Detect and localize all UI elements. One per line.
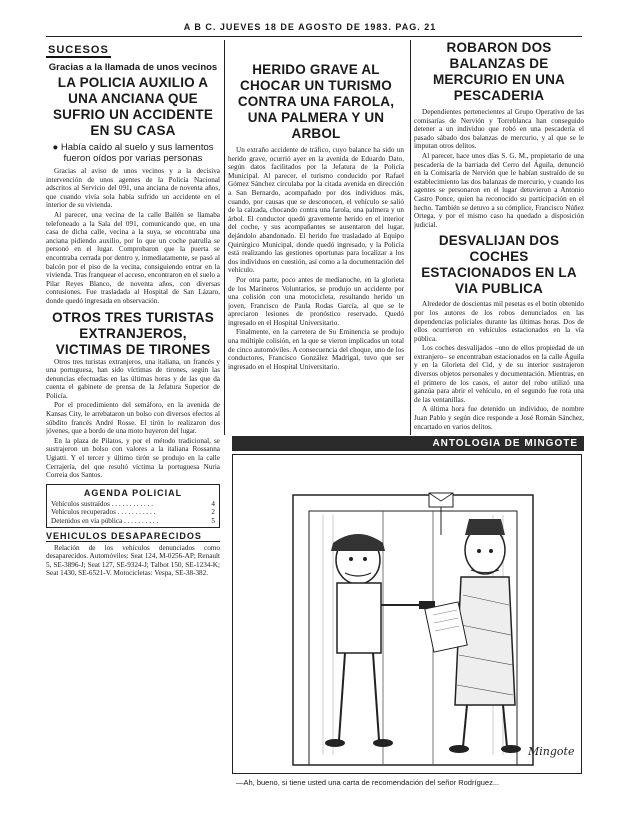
headline-herido: HERIDO GRAVE AL CHOCAR UN TURISMO CONTRA UNA FAROLA, UNA PALMERA Y UN ARBOL bbox=[237, 62, 395, 141]
agenda-row: Vehículos recuperados . . . . . . . . . . . 2 bbox=[51, 508, 215, 517]
article-paragraph: Por el procedimiento del semáforo, en la avenida de Kansas City, le arrebataron un bolso con diversos efectos al súbdito francés André Rosse. El tirón lo realizaron dos jóvenes, que a bordo de una moto huyeron del lugar. bbox=[46, 401, 220, 436]
headline-turistas: OTROS TRES TURISTAS EXTRANJEROS, VICTIMAS DE TIRONES bbox=[52, 309, 214, 357]
header-rule bbox=[46, 36, 582, 37]
headline-desvalijan: DESVALIJAN DOS COCHES ESTACIONADOS EN LA VIA PUBLICA bbox=[421, 233, 577, 297]
article-paragraph: Al parecer, una vecina de la calle Bailén se llamaba telefoneado a la Sala del 091, comunicando que, en una casa de dicha calle, vecina a la suya, se encontraba una anciana pidiendo auxilio, por lo que un coche patrulla se personó en el lugar. Comprobaron que la puerta se encontraba cerrada por dentro y, inmediatamente, se pasó al balcón por el piso de la vecina, consiguiendo entrar en la vivienda. Tras franquear el acceso, encontraron en el suelo a Pilar Reyes Blanco, de noventa años, con diversas contusiones. Fue trasladada al Hospital de San Lázaro, donde quedó ingresada en observación. bbox=[46, 210, 220, 305]
column-divider bbox=[410, 40, 411, 435]
headline-balanzas: ROBARON DOS BALANZAS DE MERCURIO EN UNA PESCADERIA bbox=[432, 40, 565, 103]
vehicles-title: VEHICULOS DESAPARECIDOS bbox=[46, 531, 220, 542]
artist-signature: Mingote bbox=[528, 745, 575, 758]
column-1 bbox=[46, 40, 220, 830]
article-paragraph: Alrededor de doscientas mil pesetas es el botín obtenido por los autores de los robos denunciados en las dependencias policiales durante las últimas horas. Dos de ellos ocurrieron en vehículos estacionados en la vía pública. bbox=[414, 300, 584, 343]
agenda-title: AGENDA POLICIAL bbox=[83, 487, 183, 498]
agenda-policial bbox=[46, 484, 220, 528]
headline-anciana: LA POLICIA AUXILIO A UNA ANCIANA QUE SUFRIO UN ACCIDENTE EN SU CASA bbox=[52, 75, 214, 138]
section-label: SUCESOS bbox=[48, 44, 109, 56]
article-paragraph: Otros tres turistas extranjeros, una italiana, un francés y una portuguesa, han sido víctimas de tirones, según las denuncias efectuadas en las últimas horas y de las que da cuenta el gabinete de prensa de la Jefatura Superior de Policía. bbox=[46, 357, 220, 400]
column-3 bbox=[414, 40, 584, 432]
page-header: A B C. JUEVES 18 DE AGOSTO DE 1983. PAG. 21 bbox=[183, 22, 437, 32]
kicker: Gracias a la llamada de unos vecinos bbox=[48, 62, 218, 73]
article-paragraph: Un extraño accidente de tráfico, cuyo balance ha sido un herido grave, ocurrió ayer en la avenida de Eduardo Dato, según datos facilitados por la Jefatura de la Policía Municipal. Al parecer, el turismo conducido por Rafael Gómez Sánchez circulaba por la citada avenida en dirección a San Bernardo, acompañado por dos individuos más, cuando, por causas que se desconocen, el vehículo se salió de la calzada, chocando contra una farola, una palmera y un árbol. El conductor quedó gravemente herido en el interior del coche, y sus acompañantes se ausentaron del lugar, dejándolo abandonado. El herido fue trasladado al Equipo Quirúrgico Municipal, donde quedó ingresado, y la Policía está realizando las gestiones oportunas para localizar a los dos individuos en cuestión, así como a la documentación del vehículo. bbox=[228, 146, 404, 275]
article-paragraph: Finalmente, en la carretera de Su Eminencia se produjo una múltiple colisión, en la que se vieron implicados un total de cinco automóviles. A consecuencia del choque, uno de los conductores, Francisco González Madrigal, tuvo que ser ingresado en el Hospital Universitario. bbox=[228, 328, 404, 371]
bullet-subhead: ● Había caído al suelo y sus lamentos fueron oídos por varias personas bbox=[52, 142, 214, 164]
article-paragraph: Al parecer, hace unos días S. G. M., propietario de una pescadería de la barriada del Cerro del Águila, denunció en la Comisaría de Nervión que le habían sustraído de su establecimiento las dos balanzas de mercurio, y cuando los agentes se personaron en el lugar detuvieron a Antonio Castro Ponce, quien ha reconocido su participación en el hecho. También se detuvo a su cómplice, Francisco Núñez Ortega, y por el mismo caso ha quedado a disposición judicial. bbox=[414, 151, 584, 229]
vehicles-list: Relación de los vehículos denunciados como desaparecidos. Automóviles: Seat 124, M-0256-AP; Renault 5, SE-3896-J; Seat 127, SE-9324-J; Talbot 150, SE-1234-K; Seat 1430, SE-6521-V. Motocicletas: Vespa, SE-38-382. bbox=[46, 543, 220, 578]
article-paragraph: Gracias al aviso de unos vecinos y a la decisiva intervención de unos agentes de la Policía Nacional adscritos al Servicio del 091, una anciana de noventa años, que cuando vivía sola había sufrido un accidente en el interior de su vivienda. bbox=[46, 167, 220, 210]
cartoon-banner: ANTOLOGIA DE MINGOTE bbox=[232, 436, 584, 451]
article-paragraph: A última hora fue detenido un individuo, de nombre Juan Pablo y según dice responde a José Román Sánchez, encartado en varios delitos. bbox=[414, 405, 584, 431]
agenda-row: Vehículos sustraídos . . . . . . . . . . . . 4 bbox=[51, 499, 215, 508]
article-paragraph: Dependientes pertenecientes al Grupo Operativo de las comisarías de Nervión y Torreblanca han conseguido detener a un individuo que robó en una pescadería el pasado sábado dos balanzas de mercurio, y al que se le imputan otros delitos. bbox=[414, 108, 584, 151]
article-paragraph: En la plaza de Pilatos, y por el método tradicional, se sustrajeron un bolso con valores a la italiana Rossanna Ugiatti. Y el tercer y último tirón se produjo en la calle Cerrajería, del que resultó víctima la portuguesa Nuria Correia dos Santos. bbox=[46, 436, 220, 480]
article-paragraph: Por otra parte, poco antes de medianoche, en la glorieta de los Marineros Voluntarios, se produjo un accidente por una colisión con una motocicleta, resultando herido un joven, Francisco de Paula Rodas García, al que se le apreciaron lesiones de pronóstico reservado. Quedó ingresado en el Hospital Universitario. bbox=[228, 275, 404, 327]
agenda-row: Detenidos en vía pública . . . . . . . . . . 5 bbox=[51, 517, 215, 525]
column-divider bbox=[224, 40, 225, 435]
cartoon-caption: —Ah, bueno, si tiene usted una carta de recomendación del señor Rodríguez... bbox=[236, 778, 500, 787]
cartoon-frame bbox=[232, 454, 582, 774]
article-paragraph: Los coches desvalijados –uno de ellos propiedad de un extranjero– se encontraban estacionados en la calle Águila y en la Glorieta del Cid, y de su interior sustrajeron diversos objetos personales y documentación. Mientras, en el primero de los casos, el autor del robo utilizó una ganzúa para abrir el vehículo, en el segundo fue rota una de las ventanillas. bbox=[414, 344, 584, 404]
cartoon-illustration bbox=[233, 455, 581, 773]
column-2 bbox=[228, 62, 404, 434]
